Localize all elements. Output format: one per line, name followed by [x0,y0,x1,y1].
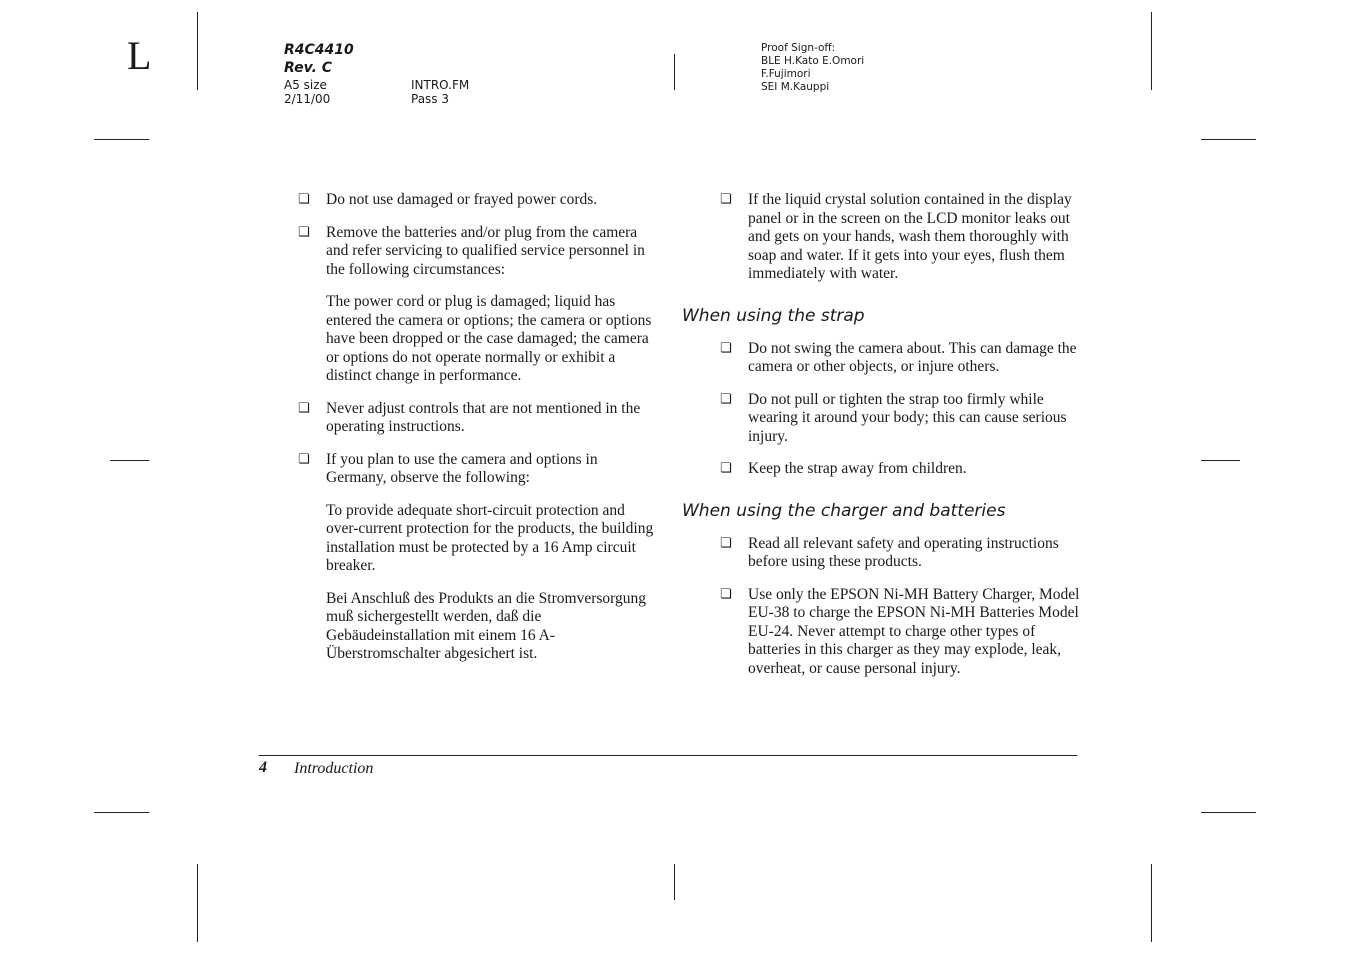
list-item [720,460,1082,479]
proof-line: SEI M.Kauppi [761,81,830,93]
paragraph: Bei Anschluß des Produkts an die Stromversorgung muß sichergestellt werden, daß die Gebäudeinstallation mit einem 16 A-Überstromschalter abgesichert ist. [326,589,647,662]
list-item-text: If you plan to use the camera and options in Germany, observe the following: [326,450,598,486]
doc-header [284,41,354,77]
section-heading-strap: When using the strap [682,305,865,326]
list-item-text: Remove the batteries and/or plug from the camera and refer servicing to qualified service personnel in the following circumstances: [326,223,645,278]
list-item [720,535,1082,572]
crop-mark [1201,812,1256,813]
checkbox-bullet-icon: ❏ [298,224,310,240]
left-column [298,191,660,678]
paragraph: The power cord or plug is damaged; liquid has entered the camera or options; the camera or options have been dropped or the case damaged; the camera or options do not operate normally or exhibit a distinct change in performance. [326,293,652,384]
footer-rule [259,755,1077,756]
right-column [682,191,1082,692]
checkbox-bullet-icon: ❏ [298,400,310,416]
checkbox-bullet-icon: ❏ [720,192,732,207]
list-item [720,391,1082,447]
crop-mark [1151,12,1152,90]
crop-mark [94,812,149,813]
crop-mark [674,54,675,90]
page-number: 4 [259,759,267,776]
crop-mark [197,12,198,90]
proof-signoff [761,42,864,94]
list-item-text: Keep the strap away from children. [748,460,967,477]
list-item [298,224,660,280]
proof-line: Proof Sign-off: [761,42,836,54]
list-item-text: Never adjust controls that are not mentioned in the operating instructions. [326,399,641,435]
checkbox-bullet-icon: ❏ [720,391,732,407]
checkbox-bullet-icon: ❏ [720,586,732,602]
checkbox-bullet-icon: ❏ [720,340,732,356]
checkbox-bullet-icon: ❏ [298,192,310,207]
list-item [298,400,660,437]
doc-code: R4C4410 [284,42,354,58]
size-label: A5 size [284,78,327,92]
list-item [720,586,1082,679]
crop-mark [1201,139,1256,140]
list-item-text: Use only the EPSON Ni-MH Battery Charger, Model EU-38 to charge the EPSON Ni-MH Batteries Model EU-24. Never attempt to charge other types of batteries in this charger as they may explode, leak, overheat, or cause personal injury. [748,585,1080,677]
checkbox-bullet-icon: ❏ [298,451,310,467]
page-side-letter: L [127,33,152,78]
list-item [298,191,660,210]
section-name: Introduction [294,760,374,777]
list-item-text: Read all relevant safety and operating instructions before using these products. [748,534,1059,570]
list-item [298,451,660,488]
crop-mark [674,864,675,900]
crop-mark [1201,460,1240,461]
crop-mark [110,460,149,461]
proof-line: F.Fujimori [761,68,811,80]
proof-line: BLE H.Kato E.Omori [761,55,865,67]
checkbox-bullet-icon: ❏ [720,535,732,551]
list-item-text: If the liquid crystal solution contained in the display panel or in the screen on the LCD monitor leaks out and gets on your hands, wash them thoroughly with soap and water. If it gets into your eyes, flush them immediately with water. [748,191,1072,282]
list-item-text: Do not use damaged or frayed power cords. [326,191,598,208]
list-item [720,191,1082,284]
crop-mark [197,864,198,942]
crop-mark [94,139,149,140]
checkbox-bullet-icon: ❏ [720,461,732,476]
revision: Rev. C [284,60,333,76]
file-label: INTRO.FM [411,78,470,92]
crop-mark [1151,864,1152,942]
list-item-text: Do not swing the camera about. This can damage the camera or other objects, or injure others. [748,339,1077,375]
list-item-text: Do not pull or tighten the strap too firmly while wearing it around your body; this can cause serious injury. [748,390,1067,445]
pass-label: Pass 3 [411,92,450,106]
paragraph: To provide adequate short-circuit protection and over-current protection for the products, the building installation must be protected by a 16 Amp circuit breaker. [326,501,654,574]
section-heading-charger: When using the charger and batteries [682,500,1006,521]
list-item [720,340,1082,377]
date-label: 2/11/00 [284,92,331,106]
